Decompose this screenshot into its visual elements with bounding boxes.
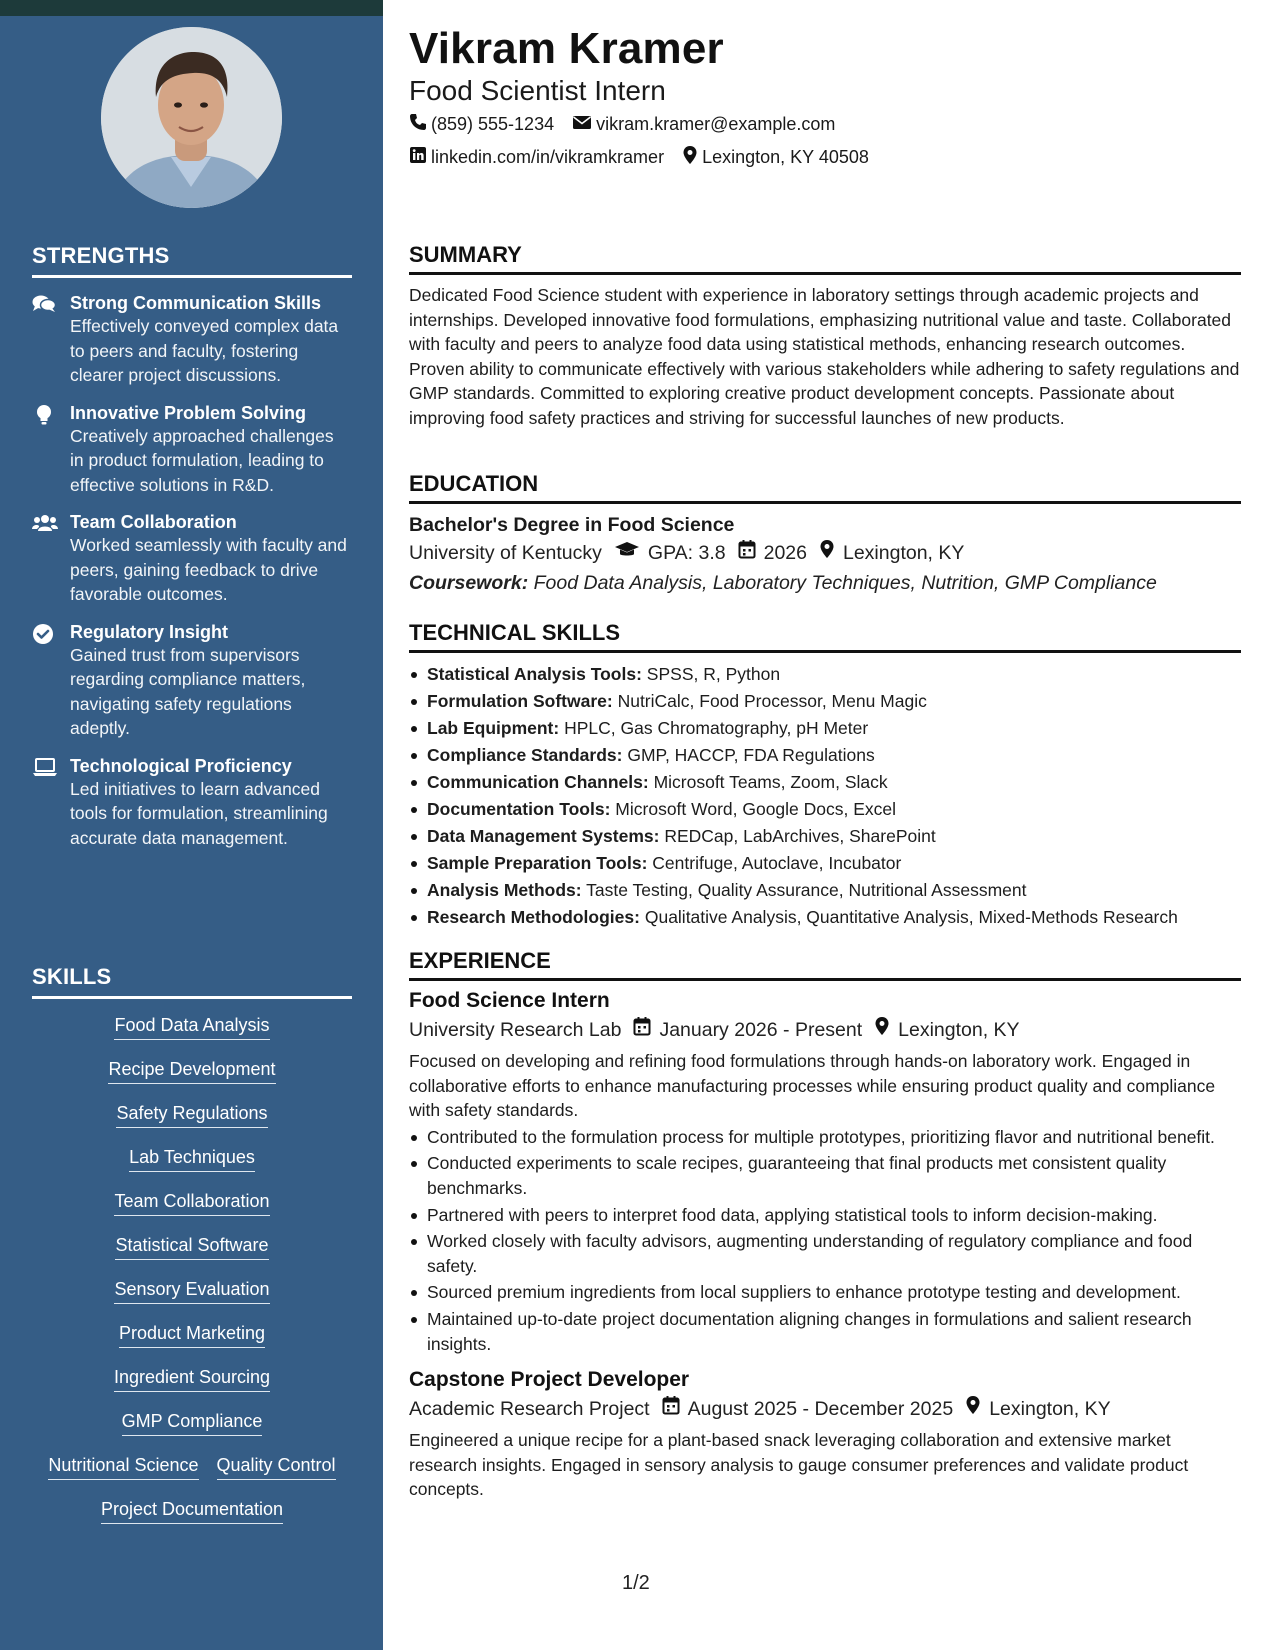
skills-row (32, 1321, 352, 1348)
contact-email[interactable] (572, 114, 835, 135)
summary-section (409, 242, 1241, 431)
map-marker-icon (819, 538, 843, 568)
education-heading: EDUCATION (409, 471, 1241, 504)
skill-tag: Lab Techniques (129, 1145, 255, 1172)
technical-skill-item: Data Management Systems: REDCap, LabArchives, SharePoint (409, 823, 1241, 850)
job-dates: January 2026 - Present (659, 1019, 863, 1041)
calendar-icon (633, 1015, 659, 1045)
skills-row (32, 1365, 352, 1392)
job-bullet: Partnered with peers to interpret food data, applying statistical tools to inform decision-making. (409, 1203, 1241, 1228)
skills-row (32, 1145, 352, 1172)
strengths-heading: STRENGTHS (32, 243, 352, 278)
contact-row (409, 113, 853, 136)
users-icon (32, 511, 70, 607)
calendar-icon (738, 538, 764, 568)
technical-skill-item: Analysis Methods: Taste Testing, Quality Assurance, Nutritional Assessment (409, 877, 1241, 904)
job-organization: Academic Research Project (409, 1398, 650, 1421)
skills-heading: SKILLS (32, 964, 352, 999)
job-location-item (965, 1394, 1110, 1424)
experience-entry (409, 1366, 1241, 1502)
contact-location (682, 145, 869, 170)
job-bullets (409, 1125, 1241, 1356)
map-marker-icon (874, 1015, 898, 1045)
skills-row (32, 1057, 352, 1084)
envelope-icon (572, 114, 596, 135)
skill-tag: Recipe Development (108, 1057, 275, 1084)
strength-description: Worked seamlessly with faculty and peers, gaining feedback to drive favorable outcomes. (70, 535, 347, 604)
linkedin-icon (409, 146, 431, 169)
job-bullet: Maintained up-to-date project documentation aligning changes in formulations and salient research insights. (409, 1307, 1241, 1356)
job-bullet: Conducted experiments to scale recipes, guaranteeing that final products met consistent quality benchmarks. (409, 1151, 1241, 1200)
technical-skill-item: Communication Channels: Microsoft Teams, Zoom, Slack (409, 769, 1241, 796)
skills-row (32, 1277, 352, 1304)
technical-skill-item: Sample Preparation Tools: Centrifuge, Autoclave, Incubator (409, 850, 1241, 877)
strength-description: Led initiatives to learn advanced tools for formulation, streamlining accurate data management. (70, 778, 328, 848)
skill-tag: Statistical Software (115, 1233, 268, 1260)
strength-item (32, 292, 352, 388)
check-circle-icon (32, 621, 70, 741)
strengths-section (32, 243, 352, 850)
lightbulb-icon (32, 402, 70, 498)
degree-title: Bachelor's Degree in Food Science (409, 514, 735, 536)
skills-row (32, 1453, 352, 1480)
candidate-name: Vikram Kramer (409, 24, 724, 73)
technical-skills-heading: TECHNICAL SKILLS (409, 620, 1241, 653)
job-bullet: Contributed to the formulation process for multiple prototypes, prioritizing flavor and nutritional benefit. (409, 1125, 1241, 1150)
strength-item (32, 511, 352, 607)
technical-skill-item: Lab Equipment: HPLC, Gas Chromatography, pH Meter (409, 715, 1241, 742)
experience-heading: EXPERIENCE (409, 948, 1241, 981)
skills-row (32, 1409, 352, 1436)
job-description: Engineered a unique recipe for a plant-based snack leveraging collaboration and extensive market research insights. Engaged in sensory analysis to gauge consumer preferences and validate product concepts. (409, 1430, 1189, 1500)
technical-skill-item: Formulation Software: NutriCalc, Food Processor, Menu Magic (409, 688, 1241, 715)
experience-entry (409, 987, 1241, 1356)
skills-section (32, 964, 352, 1524)
gpa-item (614, 538, 726, 568)
technical-skill-item: Compliance Standards: GMP, HACCP, FDA Regulations (409, 742, 1241, 769)
skill-tag: Nutritional Science (48, 1453, 198, 1480)
year-item (738, 538, 807, 568)
school-name: University of Kentucky (409, 542, 602, 564)
education-location-item (819, 538, 964, 568)
skill-tag: Safety Regulations (116, 1101, 267, 1128)
job-location: Lexington, KY (989, 1398, 1111, 1421)
skill-tag: Sensory Evaluation (114, 1277, 269, 1304)
coursework-text: Food Data Analysis, Laboratory Techniques, Nutrition, GMP Compliance (533, 572, 1157, 594)
strength-title: Regulatory Insight (70, 621, 229, 642)
job-meta (409, 1015, 1241, 1045)
coursework (409, 568, 1241, 598)
coursework-label: Coursework: (409, 572, 529, 594)
job-meta (409, 1394, 1241, 1424)
skill-tag: Team Collaboration (114, 1189, 269, 1216)
job-bullet: Sourced premium ingredients from local suppliers to enhance prototype testing and development. (409, 1280, 1241, 1305)
calendar-icon (662, 1394, 688, 1424)
strength-description: Creatively approached challenges in product formulation, leading to effective solutions in R&D. (70, 425, 334, 495)
education-meta (409, 538, 1241, 568)
sidebar-top-bar (0, 0, 383, 16)
page-number: 1/2 (622, 1572, 650, 1594)
job-location-item (874, 1015, 1019, 1045)
contact-phone[interactable] (409, 113, 554, 136)
job-dates-item (662, 1394, 954, 1424)
technical-skill-item: Documentation Tools: Microsoft Word, Google Docs, Excel (409, 796, 1241, 823)
strength-title: Innovative Problem Solving (70, 402, 307, 423)
skills-row (32, 1233, 352, 1260)
candidate-role: Food Scientist Intern (409, 75, 666, 106)
map-marker-icon (965, 1394, 989, 1424)
technical-skill-item: Statistical Analysis Tools: SPSS, R, Python (409, 661, 1241, 688)
skill-tag: GMP Compliance (122, 1409, 263, 1436)
job-title: Food Science Intern (409, 989, 610, 1012)
gpa-text: GPA: 3.8 (647, 542, 726, 564)
strength-description: Effectively conveyed complex data to peers and faculty, fostering clearer project discussions. (70, 316, 339, 385)
job-title: Capstone Project Developer (409, 1368, 690, 1392)
map-marker-icon (682, 145, 702, 170)
strength-title: Strong Communication Skills (70, 293, 322, 313)
year-text: 2026 (763, 542, 807, 564)
job-location: Lexington, KY (898, 1019, 1020, 1041)
graduation-cap-icon (614, 538, 648, 568)
strength-item (32, 402, 352, 498)
skills-list (32, 1013, 352, 1524)
strength-title: Technological Proficiency (70, 755, 292, 776)
technical-skills-list (409, 661, 1241, 931)
phone-text: (859) 555-1234 (431, 114, 555, 134)
sidebar (0, 0, 383, 1650)
summary-heading: SUMMARY (409, 242, 1241, 275)
contact-row (409, 145, 887, 170)
education-location-text: Lexington, KY (842, 542, 965, 564)
job-organization: University Research Lab (409, 1019, 622, 1041)
job-description: Focused on developing and refining food formulations through hands-on laboratory work. Engaged in collaborative efforts to enhance manufacturing processes while ensuring product quality and compliance with safety standards. (409, 1051, 1216, 1121)
skills-row (32, 1013, 352, 1040)
laptop-icon (32, 755, 70, 851)
job-dates-item (633, 1015, 862, 1045)
skill-tag: Food Data Analysis (114, 1013, 269, 1040)
contact-linkedin[interactable] (409, 146, 664, 169)
skill-tag: Project Documentation (101, 1497, 283, 1524)
location-text: Lexington, KY 40508 (702, 147, 869, 167)
profile-photo (101, 27, 282, 208)
job-bullet: Worked closely with faculty advisors, augmenting understanding of regulatory compliance and food safety. (409, 1229, 1241, 1278)
strength-title: Team Collaboration (70, 512, 237, 532)
technical-skills-section (409, 620, 1241, 931)
technical-skill-item: Research Methodologies: Qualitative Analysis, Quantitative Analysis, Mixed-Methods Research (409, 904, 1241, 931)
skill-tag: Ingredient Sourcing (114, 1365, 270, 1392)
experience-section (409, 948, 1241, 1502)
summary-text: Dedicated Food Science student with experience in laboratory settings through academic projects and internships. Developed innovative food formulations, emphasizing nutritional value and taste. Collaborated with faculty and peers to analyze food data using statistical methods, enhancing research outcomes. Proven ability to communicate effectively with various stakeholders while adhering to safety regulations and GMP standards. Committed to exploring creative product development concepts. Passionate about improving food safety practices and striving for successful launches of new products. (409, 285, 1240, 428)
strength-item (32, 755, 352, 851)
strength-item (32, 621, 352, 741)
job-dates: August 2025 - December 2025 (687, 1398, 954, 1421)
linkedin-text: linkedin.com/in/vikramkramer (431, 147, 665, 167)
skill-tag: Product Marketing (119, 1321, 265, 1348)
phone-icon (409, 113, 431, 136)
skill-tag: Quality Control (217, 1453, 336, 1480)
skills-row (32, 1497, 352, 1524)
skills-row (32, 1101, 352, 1128)
skills-row (32, 1189, 352, 1216)
strength-description: Gained trust from supervisors regarding compliance matters, navigating safety regulations adeptly. (70, 644, 306, 738)
education-section (409, 471, 1241, 598)
email-text: vikram.kramer@example.com (596, 114, 836, 134)
comments-icon (32, 292, 70, 388)
